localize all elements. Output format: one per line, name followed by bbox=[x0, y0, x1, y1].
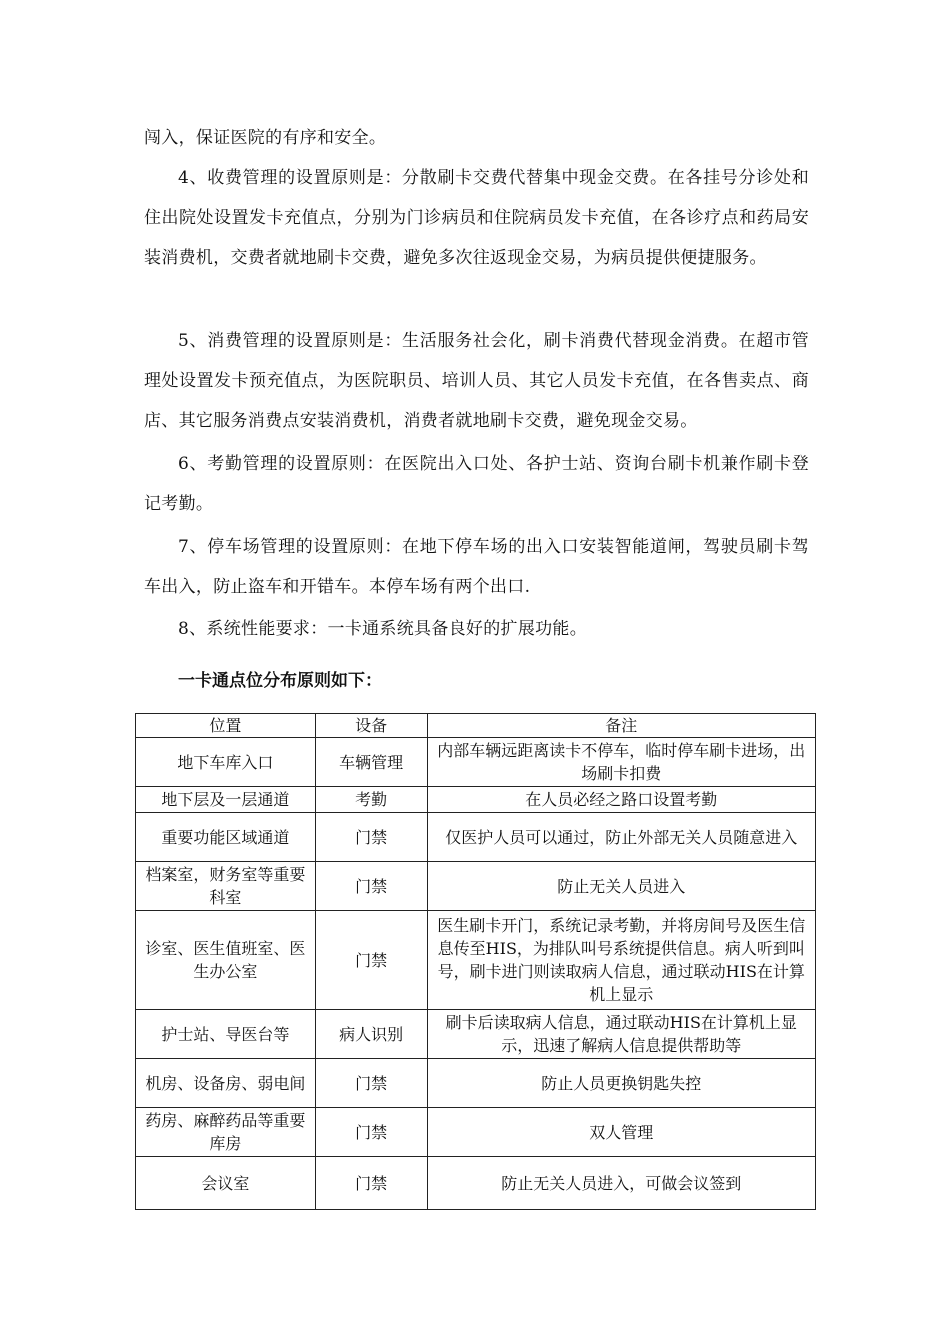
cell-note: 双人管理 bbox=[427, 1108, 815, 1157]
paragraph-consumption-management: 5、消费管理的设置原则是：生活服务社会化，刷卡消费代替现金消费。在超市管理处设置发卡预充值点，为医院职员、培训人员、其它人员发卡充值，在各售卖点、商店、其它服务消费点安装消费机，消费者就地刷卡交费，避免现金交易。 bbox=[144, 331, 809, 431]
cell-location: 会议室 bbox=[136, 1157, 316, 1210]
paragraph-fee-management: 4、收费管理的设置原则是：分散刷卡交费代替集中现金交费。在各挂号分诊处和住出院处设置发卡充值点，分别为门诊病员和住院病员发卡充值，在各诊疗点和药局安装消费机，交费者就地刷卡交费，避免多次往返现金交易，为病员提供便捷服务。 bbox=[144, 168, 809, 268]
table-row bbox=[136, 787, 816, 813]
cell-location: 档案室，财务室等重要科室 bbox=[136, 862, 316, 911]
table-row bbox=[136, 862, 816, 911]
table-row bbox=[136, 1059, 816, 1108]
cell-device: 车辆管理 bbox=[315, 738, 427, 787]
cell-note: 刷卡后读取病人信息，通过联动HIS在计算机上显示，迅速了解病人信息提供帮助等 bbox=[427, 1010, 815, 1059]
cell-device: 门禁 bbox=[315, 862, 427, 911]
cell-location: 诊室、医生值班室、医生办公室 bbox=[136, 911, 316, 1010]
cell-note: 内部车辆远距离读卡不停车，临时停车刷卡进场，出场刷卡扣费 bbox=[427, 738, 815, 787]
table-header-row bbox=[136, 714, 816, 738]
column-header-location: 位置 bbox=[136, 714, 316, 738]
paragraph-intrusion-continued: 闯入，保证医院的有序和安全。 bbox=[144, 128, 387, 148]
table-row bbox=[136, 813, 816, 862]
table-row bbox=[136, 738, 816, 787]
cell-location: 重要功能区域通道 bbox=[136, 813, 316, 862]
cell-device: 门禁 bbox=[315, 911, 427, 1010]
cell-device: 门禁 bbox=[315, 1108, 427, 1157]
column-header-device: 设备 bbox=[315, 714, 427, 738]
table-row bbox=[136, 911, 816, 1010]
cell-device: 考勤 bbox=[315, 787, 427, 813]
paragraph-parking-management: 7、停车场管理的设置原则：在地下停车场的出入口安装智能道闸，驾驶员刷卡驾车出入，防止盗车和开错车。本停车场有两个出口. bbox=[144, 537, 809, 597]
cell-note: 医生刷卡开门，系统记录考勤，并将房间号及医生信息传至HIS，为排队叫号系统提供信息。病人听到叫号，刷卡进门则读取病人信息，通过联动HIS在计算机上显示 bbox=[427, 911, 815, 1010]
cell-device: 病人识别 bbox=[315, 1010, 427, 1059]
table-row bbox=[136, 1010, 816, 1059]
cell-location: 机房、设备房、弱电间 bbox=[136, 1059, 316, 1108]
cell-device: 门禁 bbox=[315, 1059, 427, 1108]
card-point-distribution-table bbox=[135, 713, 816, 1210]
cell-device: 门禁 bbox=[315, 813, 427, 862]
cell-location: 地下车库入口 bbox=[136, 738, 316, 787]
cell-note: 在人员必经之路口设置考勤 bbox=[427, 787, 815, 813]
cell-note: 防止无关人员进入，可做会议签到 bbox=[427, 1157, 815, 1210]
column-header-note: 备注 bbox=[427, 714, 815, 738]
cell-device: 门禁 bbox=[315, 1157, 427, 1210]
paragraph-system-performance: 8、系统性能要求：一卡通系统具备良好的扩展功能。 bbox=[178, 619, 588, 639]
cell-note: 仅医护人员可以通过，防止外部无关人员随意进入 bbox=[427, 813, 815, 862]
cell-location: 药房、麻醉药品等重要库房 bbox=[136, 1108, 316, 1157]
section-heading: 一卡通点位分布原则如下： bbox=[178, 671, 382, 691]
table-row bbox=[136, 1108, 816, 1157]
cell-note: 防止人员更换钥匙失控 bbox=[427, 1059, 815, 1108]
table-row bbox=[136, 1157, 816, 1210]
cell-note: 防止无关人员进入 bbox=[427, 862, 815, 911]
cell-location: 护士站、导医台等 bbox=[136, 1010, 316, 1059]
cell-location: 地下层及一层通道 bbox=[136, 787, 316, 813]
paragraph-attendance-management: 6、考勤管理的设置原则：在医院出入口处、各护士站、资询台刷卡机兼作刷卡登记考勤。 bbox=[144, 454, 809, 514]
